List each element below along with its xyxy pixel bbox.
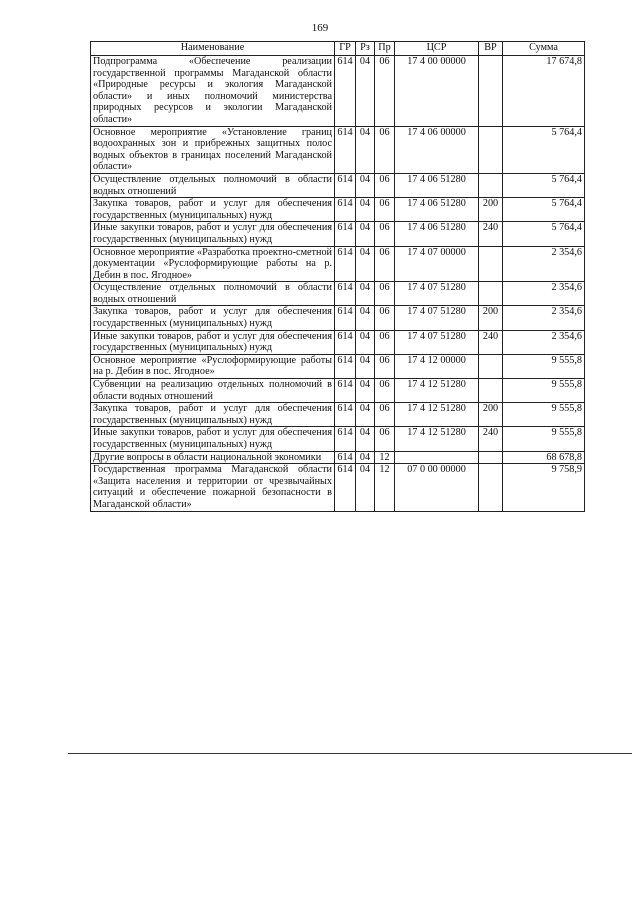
row-sum-cell: 5 764,4 [503,126,585,173]
row-vr-cell: 240 [479,222,503,246]
row-pr-cell: 06 [375,222,395,246]
row-csr-cell: 17 4 12 51280 [395,427,479,451]
row-sum-cell: 9 555,8 [503,379,585,403]
row-sum-cell: 9 555,8 [503,403,585,427]
row-pr-cell: 06 [375,306,395,330]
column-header-vr: ВР [479,42,503,56]
table-row [91,464,585,511]
table-row [91,222,585,246]
table-row [91,354,585,378]
row-pr-cell: 06 [375,126,395,173]
row-csr-cell: 17 4 07 51280 [395,306,479,330]
row-gr-cell: 614 [335,198,356,222]
row-name-cell: Другие вопросы в области национальной экономики [91,451,335,464]
row-vr-cell [479,464,503,511]
row-sum-cell: 2 354,6 [503,330,585,354]
row-csr-cell: 17 4 12 51280 [395,379,479,403]
row-pr-cell: 06 [375,379,395,403]
row-pr-cell: 06 [375,173,395,197]
table-row [91,173,585,197]
row-rz-cell: 04 [356,403,375,427]
row-sum-cell: 9 555,8 [503,354,585,378]
row-name-cell: Иные закупки товаров, работ и услуг для обеспечения государственных (муниципальных) нужд [91,427,335,451]
row-pr-cell: 12 [375,451,395,464]
row-csr-cell: 17 4 12 00000 [395,354,479,378]
table-row [91,379,585,403]
row-name-cell: Осуществление отдельных полномочий в области водных отношений [91,282,335,306]
row-sum-cell: 17 674,8 [503,56,585,127]
row-rz-cell: 04 [356,379,375,403]
table-row [91,198,585,222]
row-gr-cell: 614 [335,306,356,330]
column-header-rz: Рз [356,42,375,56]
row-gr-cell: 614 [335,330,356,354]
table-row [91,451,585,464]
row-vr-cell [479,379,503,403]
row-gr-cell: 614 [335,403,356,427]
row-rz-cell: 04 [356,330,375,354]
row-pr-cell: 06 [375,403,395,427]
row-vr-cell [479,354,503,378]
row-vr-cell [479,246,503,282]
row-sum-cell: 9 758,9 [503,464,585,511]
row-rz-cell: 04 [356,222,375,246]
column-header-csr: ЦСР [395,42,479,56]
row-sum-cell: 9 555,8 [503,427,585,451]
bottom-divider [68,753,632,754]
row-csr-cell: 17 4 07 00000 [395,246,479,282]
row-gr-cell: 614 [335,246,356,282]
row-pr-cell: 06 [375,427,395,451]
column-header-gr: ГР [335,42,356,56]
row-sum-cell: 2 354,6 [503,282,585,306]
page-number: 169 [311,22,329,34]
row-csr-cell: 17 4 07 51280 [395,282,479,306]
row-sum-cell: 2 354,6 [503,246,585,282]
row-csr-cell: 17 4 06 51280 [395,198,479,222]
row-gr-cell: 614 [335,282,356,306]
row-vr-cell: 200 [479,306,503,330]
row-name-cell: Основное мероприятие «Установление границ водоохранных зон и прибрежных защитных полос водных объектов в границах поселений Магаданской области» [91,126,335,173]
row-pr-cell: 06 [375,198,395,222]
row-name-cell: Основное мероприятие «Разработка проектно-сметной документации «Руслоформирующие работы на р. Дебин в пос. Ягодное» [91,246,335,282]
row-name-cell: Государственная программа Магаданской области «Защита населения и территории от чрезвычайных ситуаций и обеспечение пожарной безопасности в Магаданской области» [91,464,335,511]
row-pr-cell: 06 [375,354,395,378]
row-gr-cell: 614 [335,451,356,464]
table-row [91,306,585,330]
row-sum-cell: 2 354,6 [503,306,585,330]
row-sum-cell: 5 764,4 [503,173,585,197]
row-rz-cell: 04 [356,246,375,282]
row-csr-cell: 17 4 06 51280 [395,222,479,246]
row-vr-cell: 200 [479,198,503,222]
table-header-row [91,42,585,56]
row-csr-cell: 17 4 07 51280 [395,330,479,354]
row-name-cell: Иные закупки товаров, работ и услуг для обеспечения государственных (муниципальных) нужд [91,330,335,354]
table-body [91,56,585,512]
column-header-name: Наименование [91,42,335,56]
table-row [91,246,585,282]
row-vr-cell [479,126,503,173]
column-header-sum: Сумма [503,42,585,56]
row-rz-cell: 04 [356,306,375,330]
row-vr-cell [479,173,503,197]
row-gr-cell: 614 [335,354,356,378]
row-name-cell: Иные закупки товаров, работ и услуг для обеспечения государственных (муниципальных) нужд [91,222,335,246]
table-row [91,56,585,127]
row-name-cell: Подпрограмма «Обеспечение реализации государственной программы Магаданской области «Природные ресурсы и экология Магаданской области» и иных полномочий министерства природных ресурсов и экологии Магаданской области» [91,56,335,127]
row-gr-cell: 614 [335,379,356,403]
table-row [91,427,585,451]
row-sum-cell: 5 764,4 [503,222,585,246]
row-gr-cell: 614 [335,56,356,127]
row-pr-cell: 06 [375,56,395,127]
row-rz-cell: 04 [356,354,375,378]
row-vr-cell [479,282,503,306]
row-pr-cell: 06 [375,246,395,282]
row-gr-cell: 614 [335,427,356,451]
row-csr-cell: 17 4 12 51280 [395,403,479,427]
row-sum-cell: 5 764,4 [503,198,585,222]
row-vr-cell [479,451,503,464]
budget-table [90,41,585,512]
row-gr-cell: 614 [335,173,356,197]
row-rz-cell: 04 [356,427,375,451]
row-name-cell: Осуществление отдельных полномочий в области водных отношений [91,173,335,197]
row-gr-cell: 614 [335,222,356,246]
row-csr-cell: 17 4 06 51280 [395,173,479,197]
table-row [91,403,585,427]
row-rz-cell: 04 [356,173,375,197]
row-vr-cell [479,56,503,127]
row-sum-cell: 68 678,8 [503,451,585,464]
row-csr-cell: 07 0 00 00000 [395,464,479,511]
row-name-cell: Закупка товаров, работ и услуг для обеспечения государственных (муниципальных) нужд [91,198,335,222]
row-pr-cell: 06 [375,330,395,354]
row-rz-cell: 04 [356,198,375,222]
table-row [91,126,585,173]
row-pr-cell: 12 [375,464,395,511]
row-name-cell: Основное мероприятие «Руслоформирующие работы на р. Дебин в пос. Ягодное» [91,354,335,378]
row-name-cell: Субвенции на реализацию отдельных полномочий в области водных отношений [91,379,335,403]
row-gr-cell: 614 [335,126,356,173]
row-rz-cell: 04 [356,282,375,306]
row-vr-cell: 240 [479,427,503,451]
row-rz-cell: 04 [356,126,375,173]
row-rz-cell: 04 [356,56,375,127]
row-csr-cell: 17 4 06 00000 [395,126,479,173]
row-rz-cell: 04 [356,451,375,464]
table-row [91,282,585,306]
row-gr-cell: 614 [335,464,356,511]
row-rz-cell: 04 [356,464,375,511]
table-row [91,330,585,354]
row-name-cell: Закупка товаров, работ и услуг для обеспечения государственных (муниципальных) нужд [91,306,335,330]
column-header-pr: Пр [375,42,395,56]
row-pr-cell: 06 [375,282,395,306]
row-vr-cell: 200 [479,403,503,427]
row-name-cell: Закупка товаров, работ и услуг для обеспечения государственных (муниципальных) нужд [91,403,335,427]
row-vr-cell: 240 [479,330,503,354]
row-csr-cell [395,451,479,464]
row-csr-cell: 17 4 00 00000 [395,56,479,127]
